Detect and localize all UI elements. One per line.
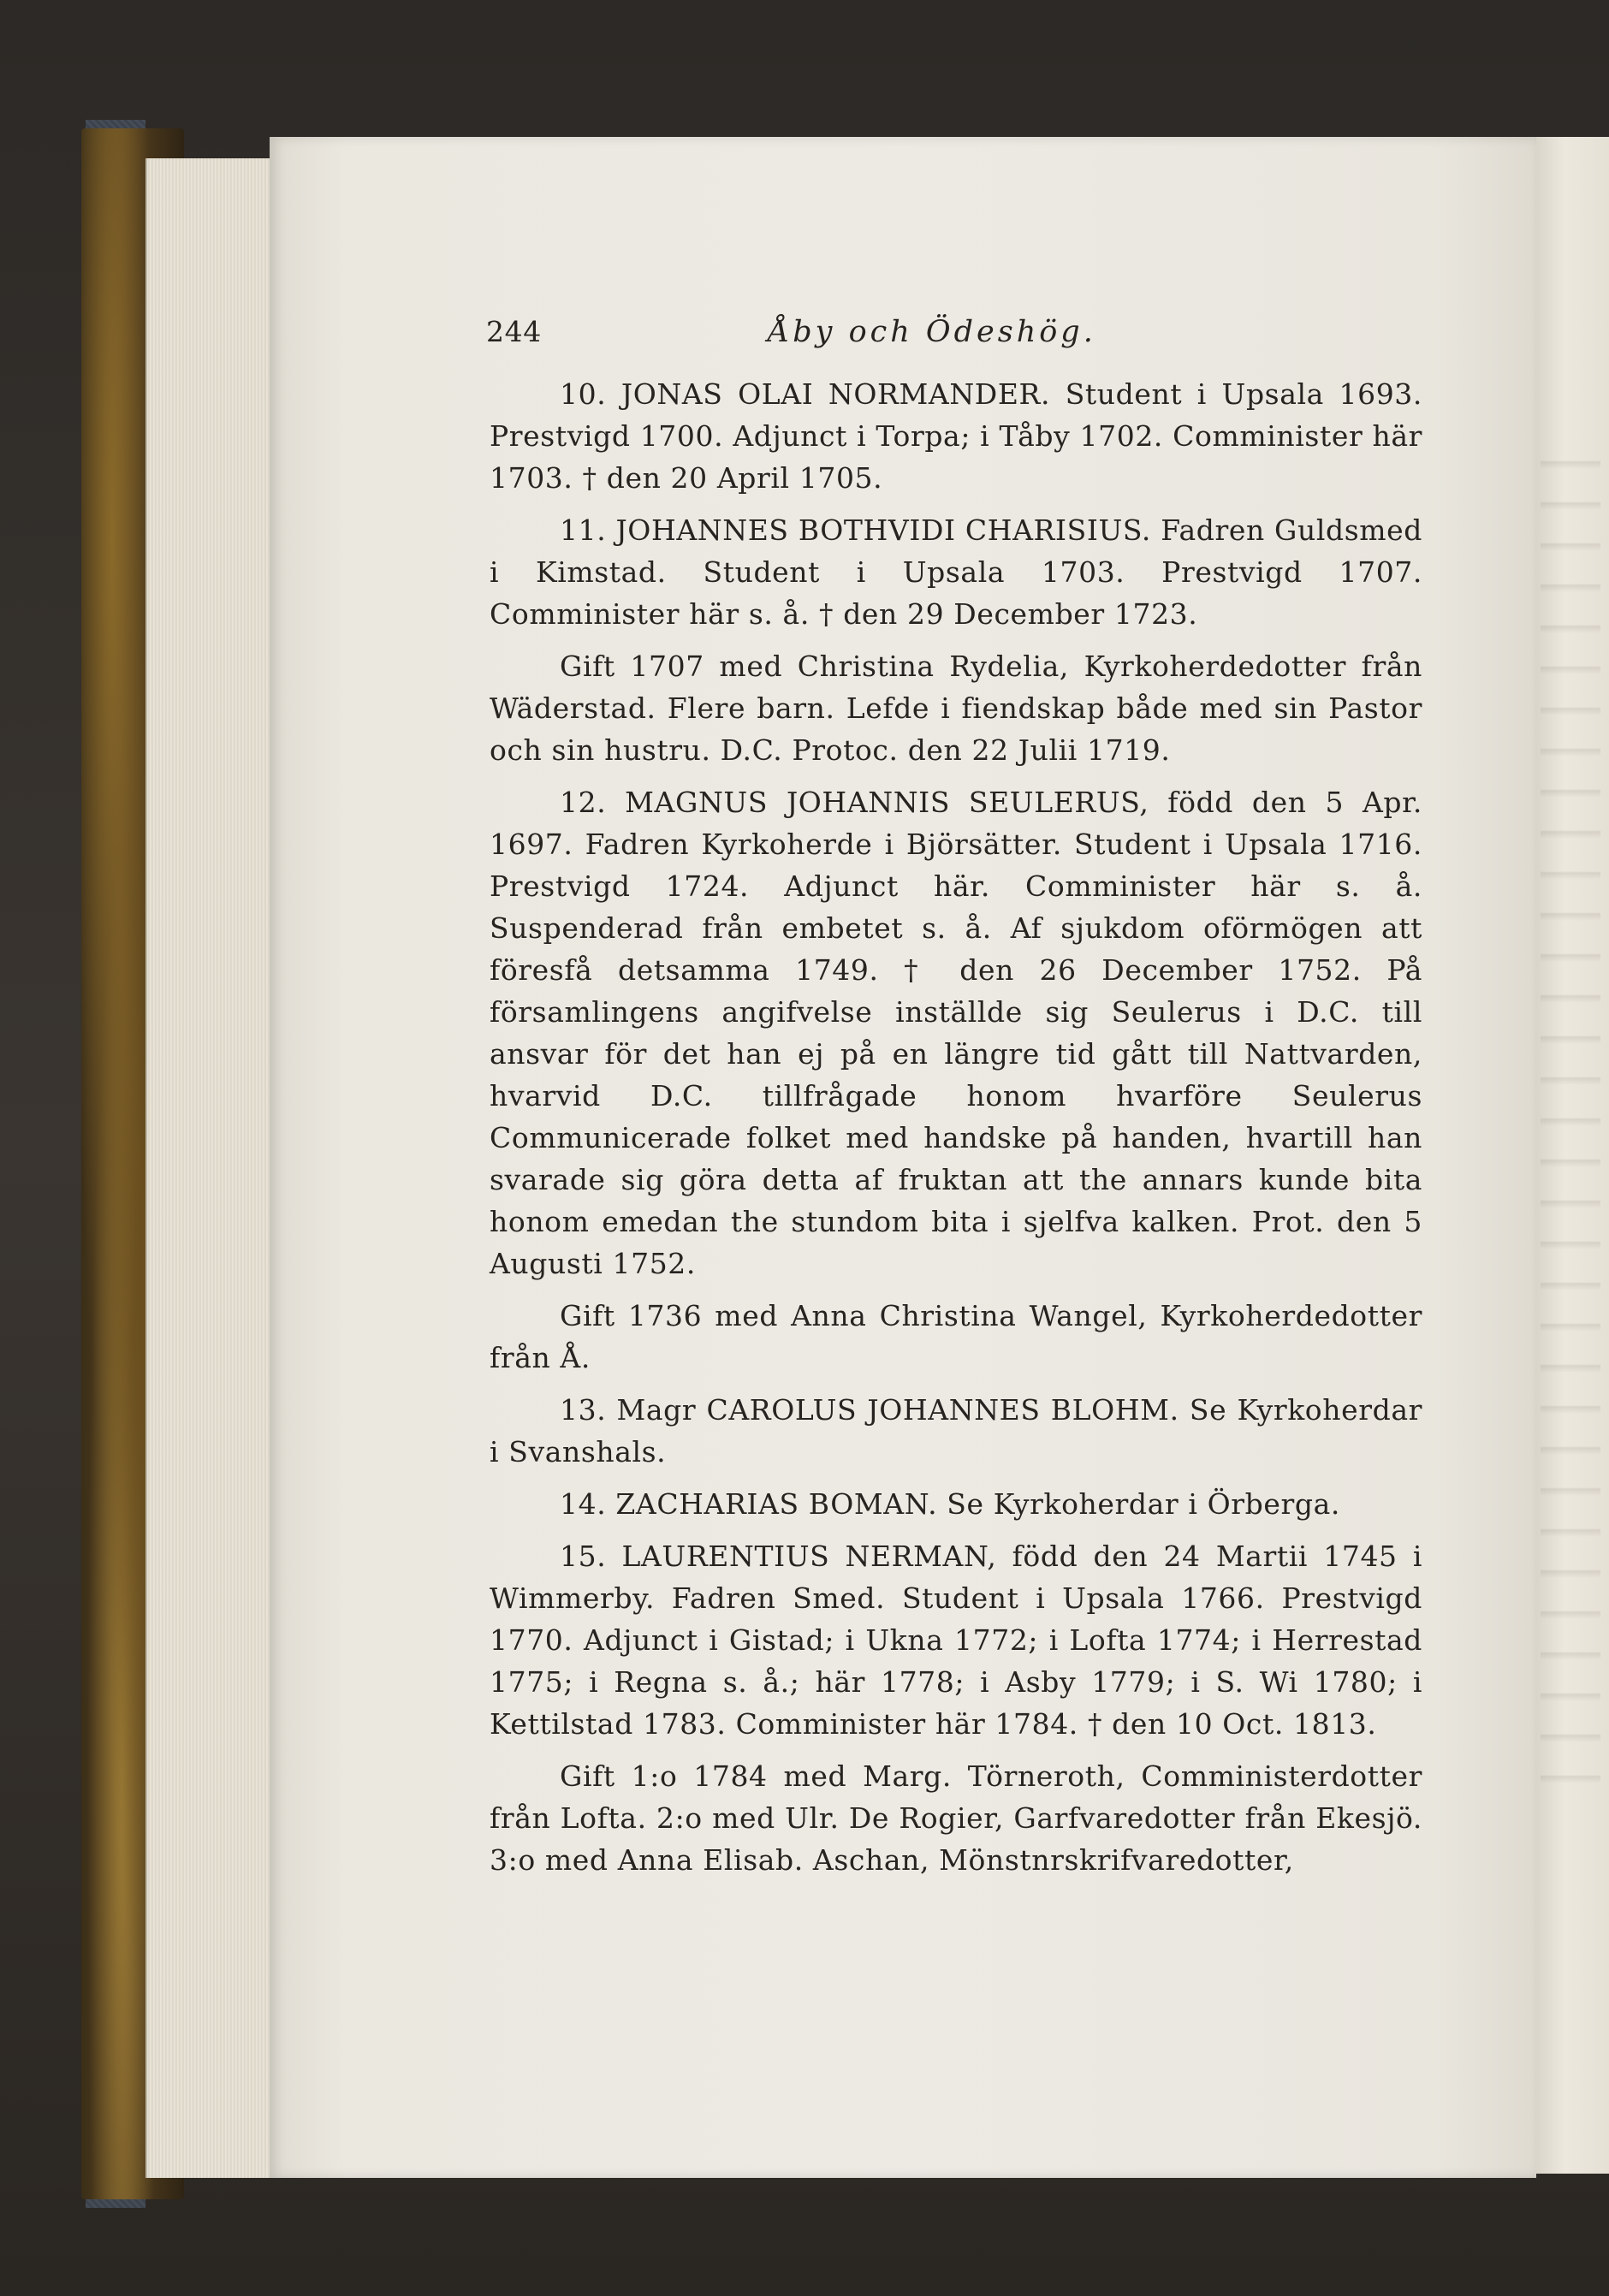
entry-15: 15. LAURENTIUS NERMAN, född den 24 Martii 1745 i Wimmerby. Fadren Smed. Student i Upsala 1766. Prestvigd 1770. Adjunct i Gistad; i Ukna 1772; i Lofta 1774; i Herrestad 1775; i Regna s. å.; här 1778; i Asby 1779; i S. Wi 1780; i Kettilstad 1783. Comminister här 1784. † den 10 Oct. 1813.	[490, 1540, 1422, 1741]
entry-12: 12. MAGNUS JOHANNIS SEULERUS, född den 5 Apr. 1697. Fadren Kyrkoherde i Björsätter. Student i Upsala 1716. Prestvigd 1724. Adjunct här. Comminister här s. å. Suspenderad från embetet s. å. Af sjukdom oförmögen att föresfå detsamma 1749. † den 26 December 1752. På församlingens angifvelse inställde sig Seulerus i D.C. till ansvar för det han ej på en längre tid gått till Nattvarden, hvarvid D.C. tillfrågade honom hvarföre Seulerus Communicerade folket med handske på handen, hvartill han svarade sig göra detta af fruktan att the annars kunde bita honom emedan the stundom bita i sjelfva kalken. Prot. den 5 Augusti 1752.	[490, 786, 1422, 1280]
entry-12-marriage: Gift 1736 med Anna Christina Wangel, Kyrkoherdedotter från Å.	[490, 1299, 1422, 1374]
running-title: Åby och Ödeshög.	[768, 315, 1096, 349]
page-content	[486, 315, 1422, 1891]
entry-11: 11. JOHANNES BOTHVIDI CHARISIUS. Fadren Guldsmed i Kimstad. Student i Upsala 1703. Prestvigd 1707. Comminister här s. å. † den 29 December 1723.	[490, 513, 1422, 631]
page-number: 244	[486, 315, 542, 348]
entry-11-marriage: Gift 1707 med Christina Rydelia, Kyrkoherdedotter från Wäderstad. Flere barn. Lefde i fiendskap både med sin Pastor och sin hustru. D.C. Protoc. den 22 Julii 1719.	[490, 650, 1422, 767]
facing-page-bleed	[1541, 428, 1600, 1797]
entry-14: 14. ZACHARIAS BOMAN. Se Kyrkoherdar i Örberga.	[560, 1487, 1340, 1521]
entry-15-marriage: Gift 1:o 1784 med Marg. Törneroth, Comministerdotter från Lofta. 2:o med Ulr. De Rogier, Garfvaredotter från Ekesjö. 3:o med Anna Elisab. Aschan, Mönstnrskrifvaredotter,	[490, 1759, 1422, 1877]
page-block-edges	[145, 158, 276, 2178]
page-header	[486, 315, 1422, 366]
entry-10: 10. JONAS OLAI NORMANDER. Student i Upsala 1693. Prestvigd 1700. Adjunct i Torpa; i Tåby 1702. Comminister här 1703. † den 20 April 1705.	[490, 377, 1422, 495]
entry-13: 13. Magr CAROLUS JOHANNES BLOHM. Se Kyrkoherdar i Svanshals.	[490, 1393, 1422, 1468]
